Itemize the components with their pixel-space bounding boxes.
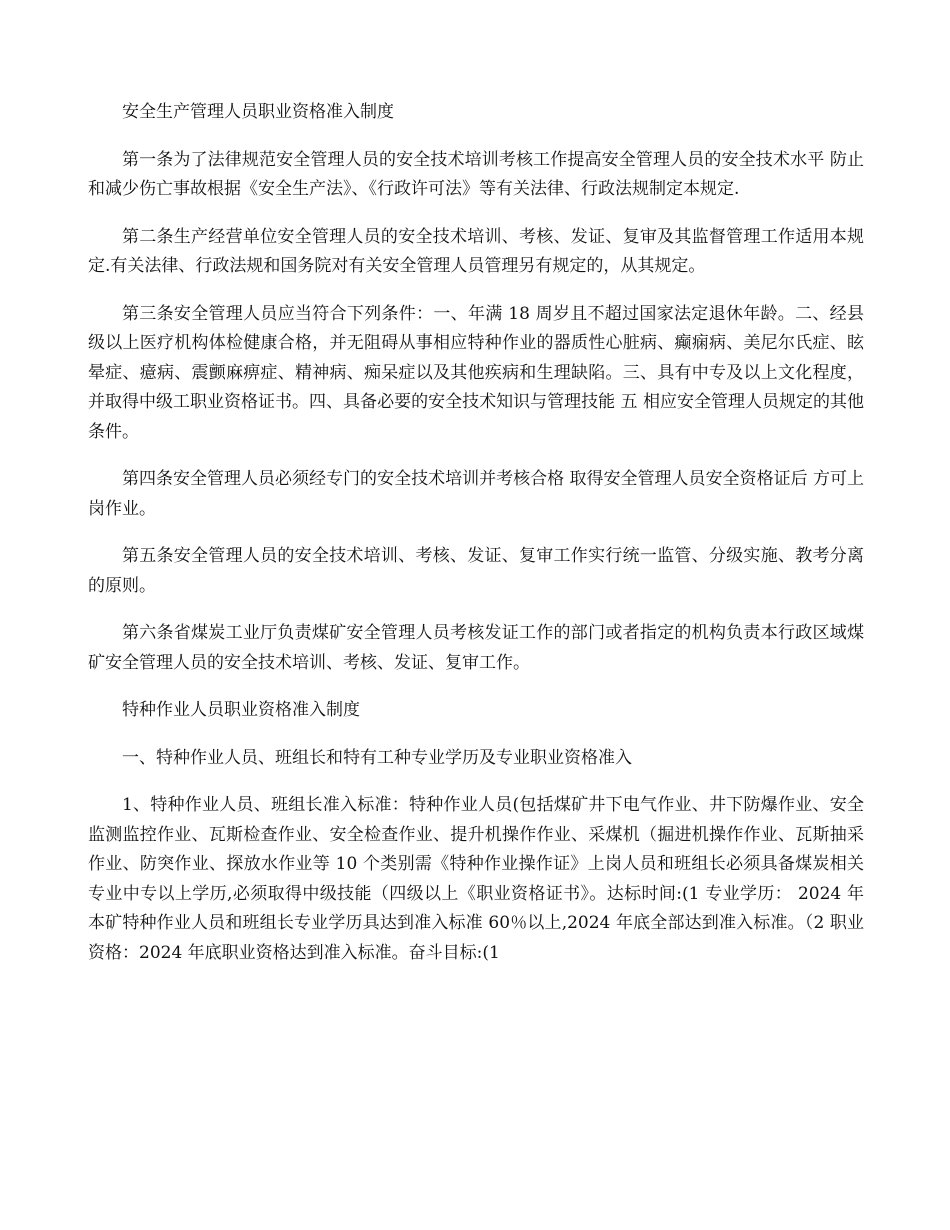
paragraph-article-4: 第四条安全管理人员必须经专门的安全技术培训并考核合格 取得安全管理人员安全资格证后 方可上岗作业。 (88, 469, 864, 519)
paragraph-article-6: 第六条省煤炭工业厅负责煤矿安全管理人员考核发证工作的部门或者指定的机构负责本行政区域煤矿安全管理人员的安全技术培训、考核、发证、复审工作。 (88, 623, 864, 673)
section-title: 特种作业人员职业资格准入制度 (122, 700, 360, 720)
document-body (88, 98, 864, 986)
paragraph-article-2: 第二条生产经营单位安全管理人员的安全技术培训、考核、发证、复审及其监督管理工作适用本规定.有关法律、行政法规和国务院对有关安全管理人员管理另有规定的，从其规定。 (88, 226, 864, 276)
section-subtitle: 一、特种作业人员、班组长和特有工种专业学历及专业职业资格准入 (122, 747, 632, 768)
paragraph-article-5: 第五条安全管理人员的安全技术培训、考核、发证、复审工作实行统一监管、分级实施、教考分离的原则。 (88, 546, 864, 596)
paragraph-article-1: 第一条为了法律规范安全管理人员的安全技术培训考核工作提高安全管理人员的安全技术水平 防止和减少伤亡事故根据《安全生产法》、《行政许可法》等有关法律、行政法规制定本规定. (88, 149, 864, 199)
document-title: 安全生产管理人员职业资格准入制度 (122, 102, 394, 122)
paragraph-article-3: 第三条安全管理人员应当符合下列条件：一、年满 18 周岁且不超过国家法定退休年龄。二、经县级以上医疗机构体检健康合格，并无阻碍从事相应特种作业的器质性心脏病、癫痫病、美尼尔氏症、眩晕症、癔病、震颤麻痹症、精神病、痴呆症以及其他疾病和生理缺陷。三、具有中专及以上文化程度，并取得中级工职业资格证书。四、具备必要的安全技术知识与管理技能 五 相应安全管理人员规定的其他条件。 (88, 303, 864, 442)
paragraph-special-operations: 1、特种作业人员、班组长准入标准：特种作业人员(包括煤矿井下电气作业、井下防爆作业、安全监测监控作业、瓦斯检查作业、安全检查作业、提升机操作作业、采煤机（掘进机操作作业、瓦斯抽采作业、防突作业、探放水作业等 10 个类别需《特种作业操作证》上岗人员和班组长必须具备煤炭相关专业中专以上学历,必须取得中级技能（四级以上《职业资格证书》。达标时间:(1 专业学历： 2024 年本矿特种作业人员和班组长专业学历具达到准入标准 60％以上,2024 年底全部达到准入标准。（2 职业资格：2024 年底职业资格达到准入标准。奋斗目标:(1 (88, 795, 864, 963)
